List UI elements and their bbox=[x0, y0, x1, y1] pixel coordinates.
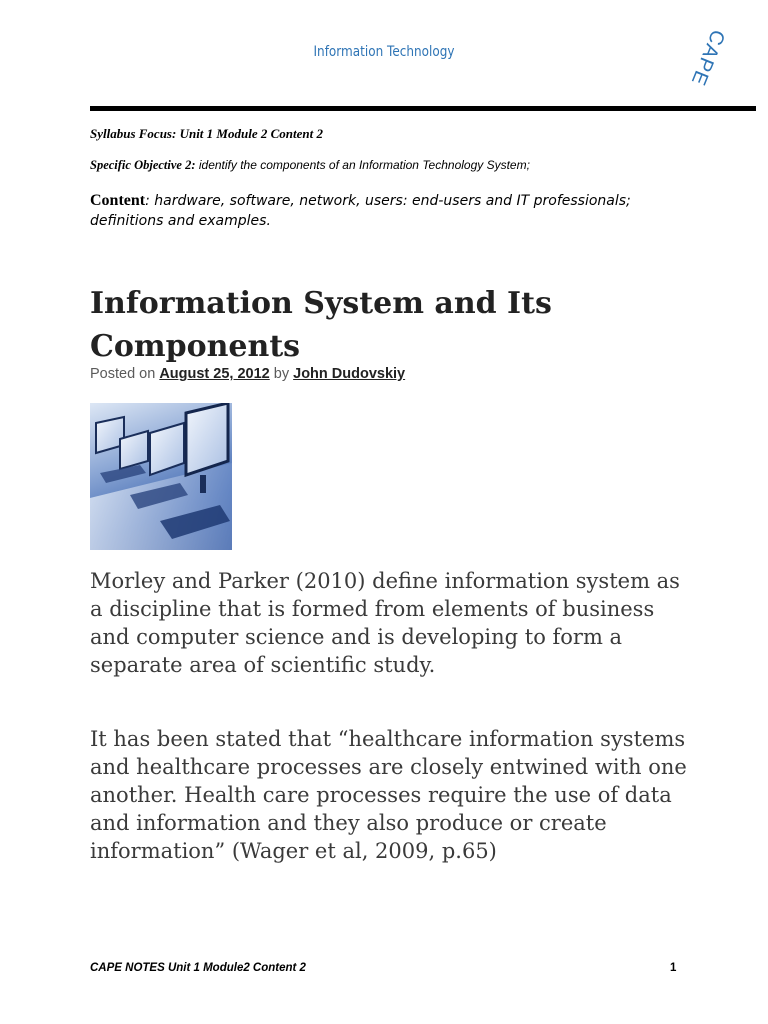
content-line bbox=[90, 191, 650, 231]
article-title: Information System and Its Components bbox=[90, 286, 552, 364]
computer-lab-photo-icon bbox=[90, 403, 232, 550]
footer-notes: CAPE NOTES Unit 1 Module2 Content 2 bbox=[90, 962, 306, 974]
article-paragraph: It has been stated that “healthcare information systems and healthcare processes are closely entwined with one another. Health care processes require the use of data and information and they also produce or create information” (Wager et al, 2009, p.65) bbox=[90, 727, 687, 863]
cape-logo: CAPE bbox=[686, 26, 729, 89]
page-header-title: Information Technology bbox=[313, 44, 455, 60]
posted-prefix: Posted on bbox=[90, 366, 160, 382]
computer-lab-image bbox=[90, 403, 232, 550]
posted-by: by bbox=[269, 366, 294, 382]
content-text: : hardware, software, network, users: end-users and IT professionals; definitions and examples. bbox=[90, 193, 631, 229]
page-number: 1 bbox=[670, 962, 677, 974]
post-date-link[interactable]: August 25, 2012 bbox=[159, 366, 270, 382]
objective-text: identify the components of an Information Technology System; bbox=[195, 158, 530, 172]
objective-label: Specific Objective 2: bbox=[90, 158, 196, 172]
header-divider bbox=[90, 106, 756, 111]
content-label: Content bbox=[90, 192, 146, 209]
author-link[interactable]: John Dudovskiy bbox=[293, 366, 406, 382]
specific-objective bbox=[90, 158, 530, 173]
syllabus-focus: Syllabus Focus: Unit 1 Module 2 Content 2 bbox=[90, 126, 323, 141]
article-paragraph: Morley and Parker (2010) define information system as a discipline that is formed from elements of business and computer science and is developing to form a separate area of scientific study. bbox=[90, 569, 680, 677]
posted-byline bbox=[90, 366, 405, 382]
